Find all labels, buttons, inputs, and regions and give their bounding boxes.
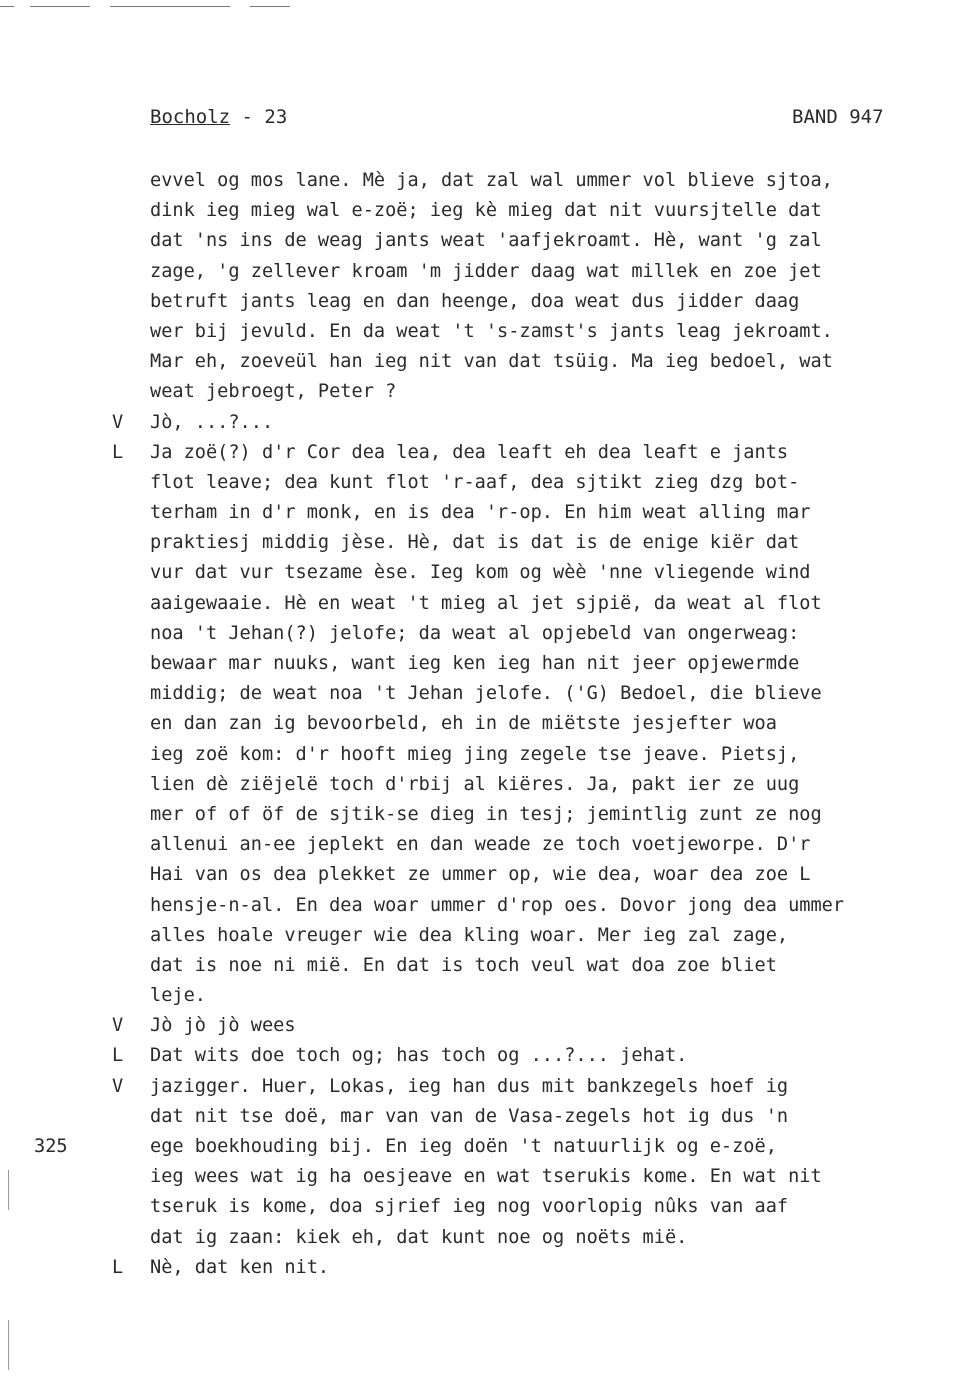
header-page-number: 23 [264, 106, 288, 128]
line-text: dat is noe ni mië. En dat is toch veul wat doa zoe bliet [150, 954, 777, 976]
header-band: BAND 947 [792, 106, 884, 128]
transcript-line [0, 377, 966, 407]
transcript-line [0, 438, 966, 468]
transcript-line [0, 679, 966, 709]
transcript-body [0, 166, 966, 1283]
transcript-line [0, 1132, 966, 1162]
line-text: wer bij jevuld. En da weat 't 's-zamst's jants leag jekroamt. [150, 320, 833, 342]
transcript-line [0, 830, 966, 860]
transcript-line [0, 1072, 966, 1102]
line-text: lien dè ziëjelë toch d'rbij al kiëres. Ja, pakt ier ze uug [150, 773, 800, 795]
line-text: en dan zan ig bevoorbeld, eh in de miëtste jesjefter woa [150, 713, 777, 735]
speaker-label: L [112, 1256, 124, 1278]
transcript-line [0, 619, 966, 649]
line-text: terham in d'r monk, en is dea 'r-op. En him weat alling mar [150, 502, 811, 524]
transcript-line [0, 498, 966, 528]
line-text: Mar eh, zoeveül han ieg nit van dat tsüig. Ma ieg bedoel, wat [150, 351, 833, 373]
transcript-line [0, 860, 966, 890]
transcript-line [0, 800, 966, 830]
transcript-line [0, 226, 966, 256]
transcript-line [0, 921, 966, 951]
transcript-line [0, 166, 966, 196]
line-text: evvel og mos lane. Mè ja, dat zal wal ummer vol blieve sjtoa, [150, 170, 833, 191]
transcript-line [0, 709, 966, 739]
left-margin-mark [8, 1320, 9, 1370]
transcript-line [0, 408, 966, 438]
line-text: zage, 'g zellever kroam 'm jidder daag wat millek en zoe jet [150, 260, 822, 282]
transcript-line [0, 1041, 966, 1071]
speaker-label: V [112, 1075, 124, 1097]
transcript-line [0, 468, 966, 498]
line-text: dat 'ns ins de weag jants weat 'aafjekroamt. Hè, want 'g zal [150, 230, 822, 252]
speaker-label: L [112, 441, 124, 463]
line-text: vur dat vur tsezame èse. Ieg kom og wèè 'nne vliegende wind [150, 562, 811, 584]
margin-line-number: 325 [34, 1136, 68, 1157]
line-text: flot leave; dea kunt flot 'r-aaf, dea sjtikt zieg dzg bot- [150, 471, 800, 493]
transcript-line [0, 257, 966, 287]
speaker-label: V [112, 411, 124, 433]
speaker-label: V [112, 1015, 124, 1037]
line-text: Dat wits doe toch og; has toch og ...?... jehat. [150, 1045, 688, 1067]
line-text: mer of of öf de sjtik-se dieg in tesj; jemintlig zunt ze nog [150, 803, 822, 825]
header-separator: - [230, 106, 265, 128]
line-text: tseruk is kome, doa sjrief ieg nog voorlopig nûks van aaf [150, 1196, 789, 1218]
line-text: dink ieg mieg wal e-zoë; ieg kè mieg dat nit vuursjtelle dat [150, 200, 822, 222]
line-text: ieg wees wat ig ha oesjeave en wat tserukis kome. En wat nit [150, 1166, 822, 1188]
line-text: alles hoale vreuger wie dea kling woar. Mer ieg zal zage, [150, 924, 789, 946]
line-text: Hai van os dea plekket ze ummer op, wie dea, woar dea zoe L [150, 864, 811, 886]
transcript-line [0, 317, 966, 347]
line-text: Jò jò jò wees [150, 1015, 296, 1037]
transcript-line [0, 1253, 966, 1283]
line-text: ege boekhouding bij. En ieg doën 't natuurlijk og e-zoë, [150, 1136, 777, 1157]
header-place: Bocholz [150, 106, 231, 128]
line-text: jazigger. Huer, Lokas, ieg han dus mit bankzegels hoef ig [150, 1075, 789, 1097]
line-text: Jò, ...?... [150, 411, 274, 433]
transcript-line [0, 981, 966, 1011]
transcript-line [0, 287, 966, 317]
line-text: hensje-n-al. En dea woar ummer d'rop oes. Dovor jong dea ummer [150, 894, 845, 916]
line-text: Ja zoë(?) d'r Cor dea lea, dea leaft eh dea leaft e jants [150, 441, 789, 463]
transcript-line [0, 1102, 966, 1132]
transcript-line [0, 770, 966, 800]
transcript-line [0, 951, 966, 981]
transcript-line [0, 589, 966, 619]
line-text: noa 't Jehan(?) jelofe; da weat al opjebeld van ongerweag: [150, 622, 800, 644]
transcript-line [0, 1192, 966, 1222]
line-text: dat nit tse doë, mar van van de Vasa-zegels hot ig dus 'n [150, 1105, 789, 1127]
transcript-line [0, 740, 966, 770]
transcript-line [0, 1162, 966, 1192]
line-text: allenui an-ee jeplekt en dan weade ze toch voetjeworpe. D'r [150, 834, 811, 856]
line-text: dat ig zaan: kiek eh, dat kunt noe og noëts mië. [150, 1226, 688, 1248]
page-header-left [150, 106, 287, 128]
transcript-line [0, 347, 966, 377]
transcript-line [0, 1223, 966, 1253]
line-text: leje. [150, 985, 206, 1007]
transcript-line [0, 649, 966, 679]
transcript-line [0, 891, 966, 921]
line-text: aaigewaaie. Hè en weat 't mieg al jet sjpië, da weat al flot [150, 592, 822, 614]
transcript-line [0, 558, 966, 588]
line-text: bewaar mar nuuks, want ieg ken ieg han nit jeer opjewermde [150, 653, 800, 674]
line-text: praktiesj middig jèse. Hè, dat is dat is de enige kiër dat [150, 532, 800, 554]
line-text: middig; de weat noa 't Jehan jelofe. ('G) Bedoel, die blieve [150, 683, 822, 705]
transcript-line [0, 528, 966, 558]
line-text: ieg zoë kom: d'r hooft mieg jing zegele tse jeave. Pietsj, [150, 743, 800, 765]
line-text: weat jebroegt, Peter ? [150, 381, 397, 403]
transcript-line [0, 1011, 966, 1041]
line-text: betruft jants leag en dan heenge, doa weat dus jidder daag [150, 290, 800, 312]
transcript-line [0, 196, 966, 226]
speaker-label: L [112, 1045, 124, 1067]
line-text: Nè, dat ken nit. [150, 1256, 330, 1278]
top-edge-marks [0, 6, 300, 8]
